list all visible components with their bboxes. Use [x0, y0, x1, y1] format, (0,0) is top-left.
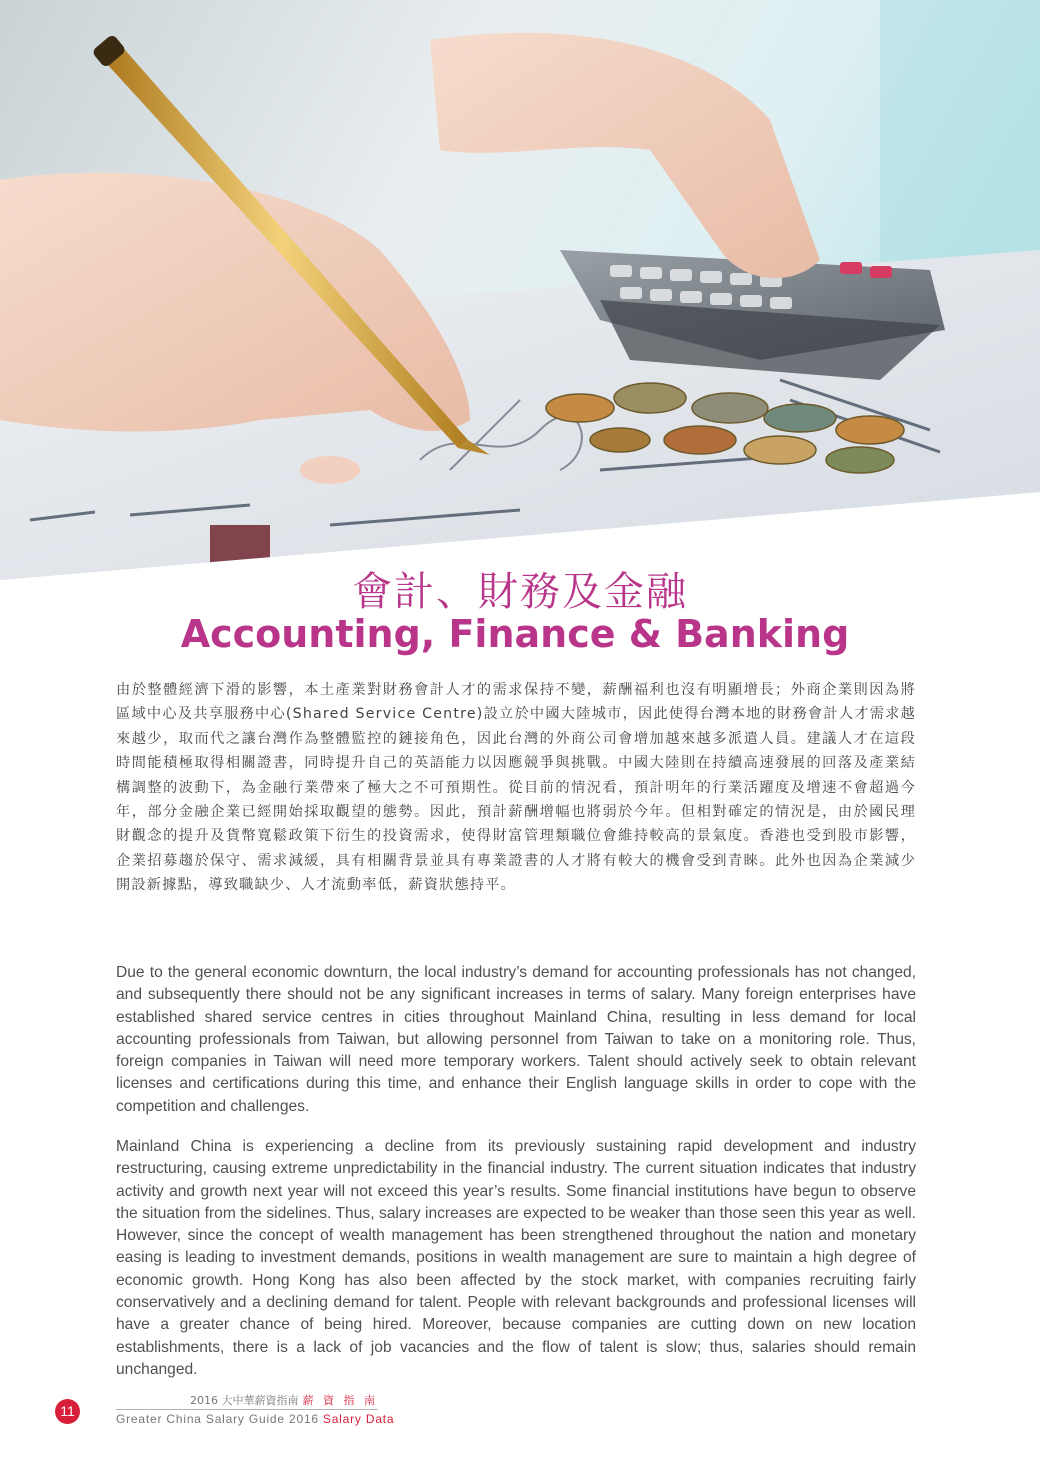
- footer-guide-zh: 2016 大中華薪資指南: [190, 1394, 299, 1407]
- footer-section-zh: 薪 資 指 南: [302, 1394, 378, 1407]
- page-title-chinese: 會計、財務及金融: [352, 569, 688, 615]
- footer-guide-en: Greater China Salary Guide 2016: [116, 1412, 319, 1426]
- page-number-badge: 11: [55, 1399, 80, 1424]
- body-paragraph-chinese: 由於整體經濟下滑的影響，本土產業對財務會計人才的需求保持不變，薪酬福利也沒有明顯增長；外商企業則因為將區域中心及共享服務中心(Shared Service Centre)設立於中國大陸城市，因此使得台灣本地的財務會計人才需求越來越少，取而代之讓台灣作為整體監控的鏈接角色，因此台灣的外商公司會增加越來越多派遣人員。建議人才在這段時間能積極取得相關證書，同時提升自己的英語能力以因應競爭與挑戰。中國大陸則在持續高速發展的回落及產業結構調整的波動下，為金融行業帶來了極大之不可預期性。從目前的情況看，預計明年的行業活躍度及增速不會超過今年，部分金融企業已經開始採取觀望的態勢。因此，預計薪酬增幅也將弱於今年。但相對確定的情況是，由於國民理財觀念的提升及貨幣寬鬆政策下衍生的投資需求，使得財富管理類職位會維持較高的景氣度。香港也受到股市影響，企業招募趨於保守、需求減緩，具有相關背景並具有專業證書的人才將有較大的機會受到青睞。此外也因為企業減少開設新據點，導致職缺少、人才流動率低，薪資狀態持平。: [116, 682, 916, 894]
- footer-guide-title-english: [116, 1412, 394, 1426]
- body-paragraph-english-1: Due to the general economic downturn, the local industry’s demand for accounting professionals has not changed, and subsequently there should not be any significant increases in terms of salary. Many foreign enterprises have established shared service centres in cities throughout Mainland China, resulting in less demand for local accounting professionals from Taiwan, but allowing personnel from Taiwan to take on a monitoring role. Thus, foreign companies in Taiwan will need more temporary workers. Talent should actively seek to obtain relevant licenses and certifications during this time, and enhance their English language skills in order to cope with the competition and challenges.: [116, 964, 916, 1115]
- footer-divider: [116, 1409, 378, 1410]
- body-paragraph-english-2: Mainland China is experiencing a decline from its previously sustaining rapid development and industry restructuring, causing extreme unpredictability in the financial industry. The current situation indicates that industry activity and growth next year will not exceed this year’s results. Some financial institutions have begun to observe the situation from the sidelines. Thus, salary increases are expected to be weaker than those seen this year as well. However, since the concept of wealth management has been strengthened throughout the nation and monetary easing is leading to investment demands, positions in wealth management are sure to maintain a high degree of economic growth. Hong Kong has also been affected by the stock market, with companies recruiting fairly conservatively and a declining demand for talent. People with relevant backgrounds and professional licenses will have a greater chance of being hired. Moreover, because companies are cutting down on new location establishments, there is a lack of job vacancies and the flow of talent is slow; thus, salaries should remain unchanged.: [116, 1138, 916, 1378]
- footer-section-en: Salary Data: [322, 1412, 395, 1426]
- page-title-english: Accounting, Finance & Banking: [180, 612, 850, 656]
- hero-photo: [0, 0, 1040, 585]
- footer-guide-title-chinese: [116, 1392, 378, 1408]
